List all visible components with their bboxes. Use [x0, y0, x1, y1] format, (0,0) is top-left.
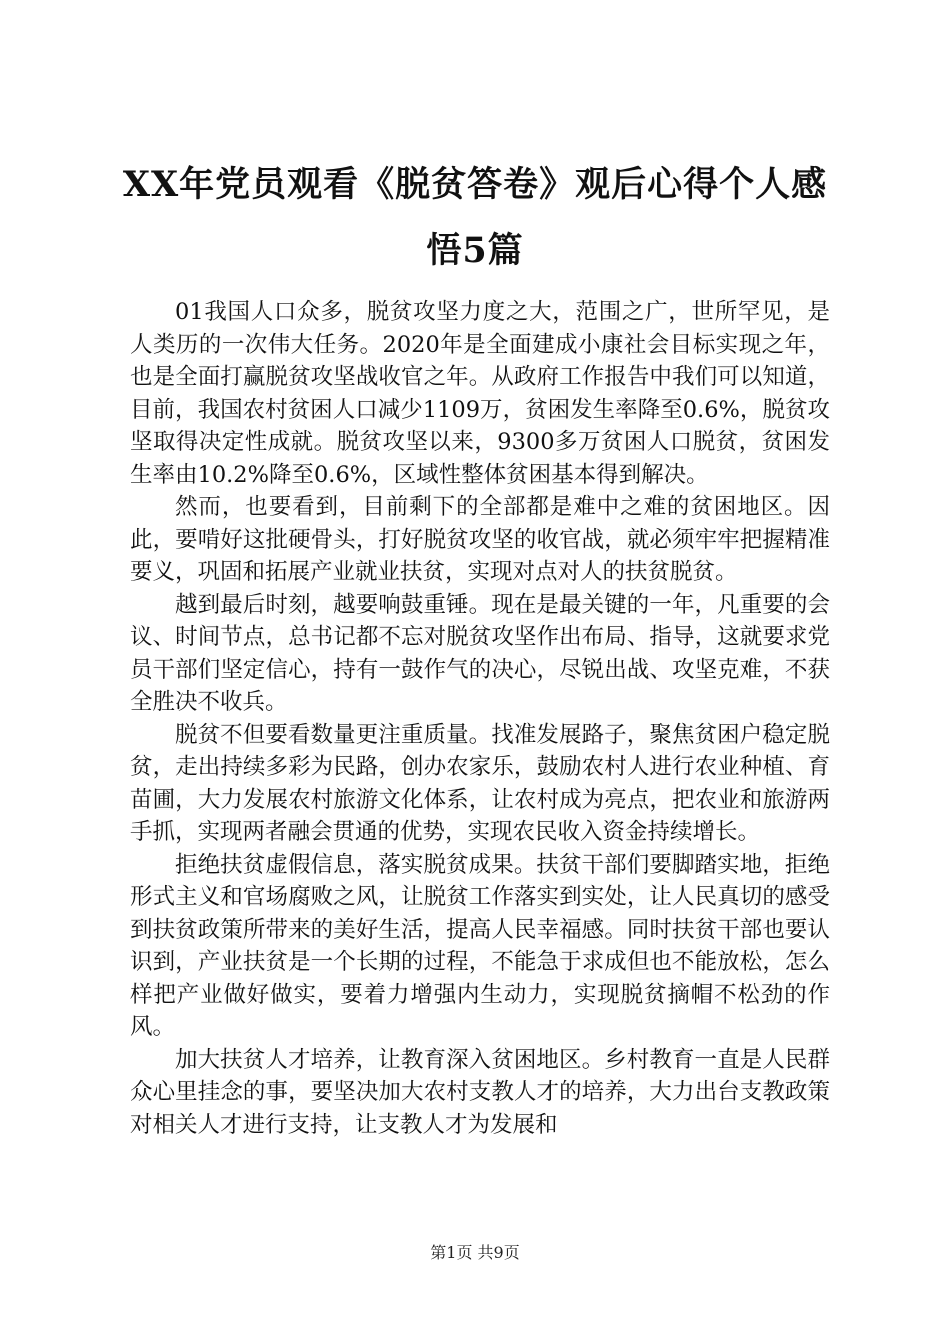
- paragraph: 然而，也要看到，目前剩下的全部都是难中之难的贫困地区。因此，要啃好这批硬骨头，打好脱贫攻坚的收官战，就必须牢牢把握精准要义，巩固和拓展产业就业扶贫，实现对点对人的扶贫脱贫。: [130, 494, 830, 585]
- title-line-2: 悟5篇: [426, 230, 524, 271]
- document-body: [130, 296, 830, 1141]
- paragraph: 越到最后时刻，越要响鼓重锤。现在是最关键的一年，凡重要的会议、时间节点，总书记都不忘对脱贫攻坚作出布局、指导，这就要求党员干部们坚定信心，持有一鼓作气的决心，尽锐出战、攻坚克难，不获全胜决不收兵。: [130, 591, 830, 715]
- paragraph: 01我国人口众多，脱贫攻坚力度之大，范围之广，世所罕见，是人类历的一次伟大任务。2020年是全面建成小康社会目标实现之年，也是全面打赢脱贫攻坚战收官之年。从政府工作报告中我们可以知道，目前，我国农村贫困人口减少1109万，贫困发生率降至0.6%，脱贫攻坚取得决定性成就。脱贫攻坚以来，9300多万贫困人口脱贫，贫困发生率由10.2%降至0.6%，区域性整体贫困基本得到解决。: [130, 299, 830, 488]
- paragraph: 拒绝扶贫虚假信息，落实脱贫成果。扶贫干部们要脚踏实地，拒绝形式主义和官场腐败之风，让脱贫工作落实到实处，让人民真切的感受到扶贫政策所带来的美好生活，提高人民幸福感。同时扶贫干部也要认识到，产业扶贫是一个长期的过程，不能急于求成但也不能放松，怎么样把产业做好做实，要着力增强内生动力，实现脱贫摘帽不松劲的作风。: [130, 851, 830, 1040]
- page-title: [110, 152, 840, 284]
- title-line-1: XX年党员观看《脱贫答卷》观后心得个人感: [122, 164, 828, 205]
- paragraph: 加大扶贫人才培养，让教育深入贫困地区。乡村教育一直是人民群众心里挂念的事，要坚决加大农村支教人才的培养，大力出台支教政策对相关人才进行支持，让支教人才为发展和: [130, 1046, 830, 1138]
- page-footer: 第1页 共9页: [430, 1243, 520, 1262]
- paragraph: 脱贫不但要看数量更注重质量。找准发展路子，聚焦贫困户稳定脱贫，走出持续多彩为民路，创办农家乐，鼓励农村人进行农业种植、育苗圃，大力发展农村旅游文化体系，让农村成为亮点，把农业和旅游两手抓，实现两者融会贯通的优势，实现农民收入资金持续增长。: [130, 721, 830, 845]
